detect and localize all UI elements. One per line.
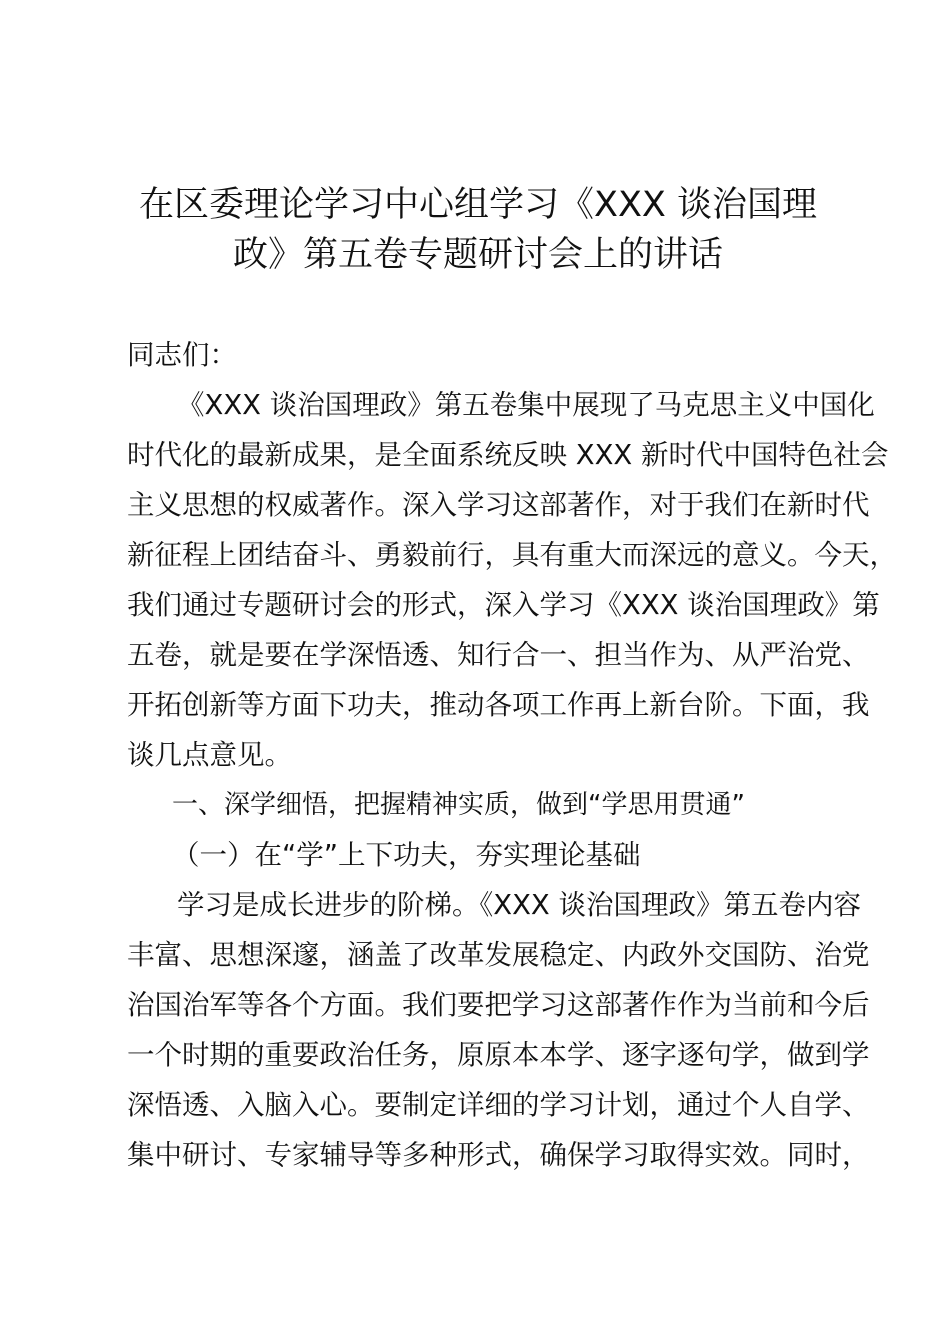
paragraph-line: 我们通过专题研讨会的形式，深入学习《XXX 谈治国理政》第 xyxy=(127,589,880,621)
paragraph-line: 深悟透、入脑入心。要制定详细的学习计划，通过个人自学、 xyxy=(127,1089,870,1121)
paragraph-line: 治国治军等各个方面。我们要把学习这部著作作为当前和今后 xyxy=(127,989,870,1021)
paragraph-line: 新征程上团结奋斗、勇毅前行，具有重大而深远的意义。今天， xyxy=(127,539,897,571)
document-body xyxy=(127,330,897,1180)
document-title xyxy=(0,180,950,280)
paragraph-line: 丰富、思想深邃，涵盖了改革发展稳定、内政外交国防、治党 xyxy=(127,939,870,971)
salutation: 同志们： xyxy=(127,339,237,371)
paragraph-line: 时代化的最新成果，是全面系统反映 XXX 新时代中国特色社会 xyxy=(127,439,889,471)
subsection-heading: （一）在“学”上下功夫，夯实理论基础 xyxy=(172,839,641,871)
title-line: 政》第五卷专题研讨会上的讲话 xyxy=(232,235,723,275)
paragraph-line: 一个时期的重要政治任务，原原本本学、逐字逐句学，做到学 xyxy=(127,1039,870,1071)
paragraph-line: 主义思想的权威著作。深入学习这部著作，对于我们在新时代 xyxy=(127,489,870,521)
paragraph-line: 五卷，就是要在学深悟透、知行合一、担当作为、从严治党、 xyxy=(127,639,870,671)
paragraph-line: 谈几点意见。 xyxy=(127,739,292,771)
paragraph-line: 集中研讨、专家辅导等多种形式，确保学习取得实效。同时， xyxy=(127,1139,870,1171)
paragraph-line: 学习是成长进步的阶梯。《XXX 谈治国理政》第五卷内容 xyxy=(177,889,862,921)
paragraph-line: 《XXX 谈治国理政》第五卷集中展现了马克思主义中国化 xyxy=(177,389,875,421)
title-line: 在区委理论学习中心组学习《XXX 谈治国理 xyxy=(138,185,818,225)
section-heading: 一、深学细悟，把握精神实质，做到“学思用贯通” xyxy=(172,790,745,820)
paragraph-line: 开拓创新等方面下功夫，推动各项工作再上新台阶。下面，我 xyxy=(127,689,870,721)
